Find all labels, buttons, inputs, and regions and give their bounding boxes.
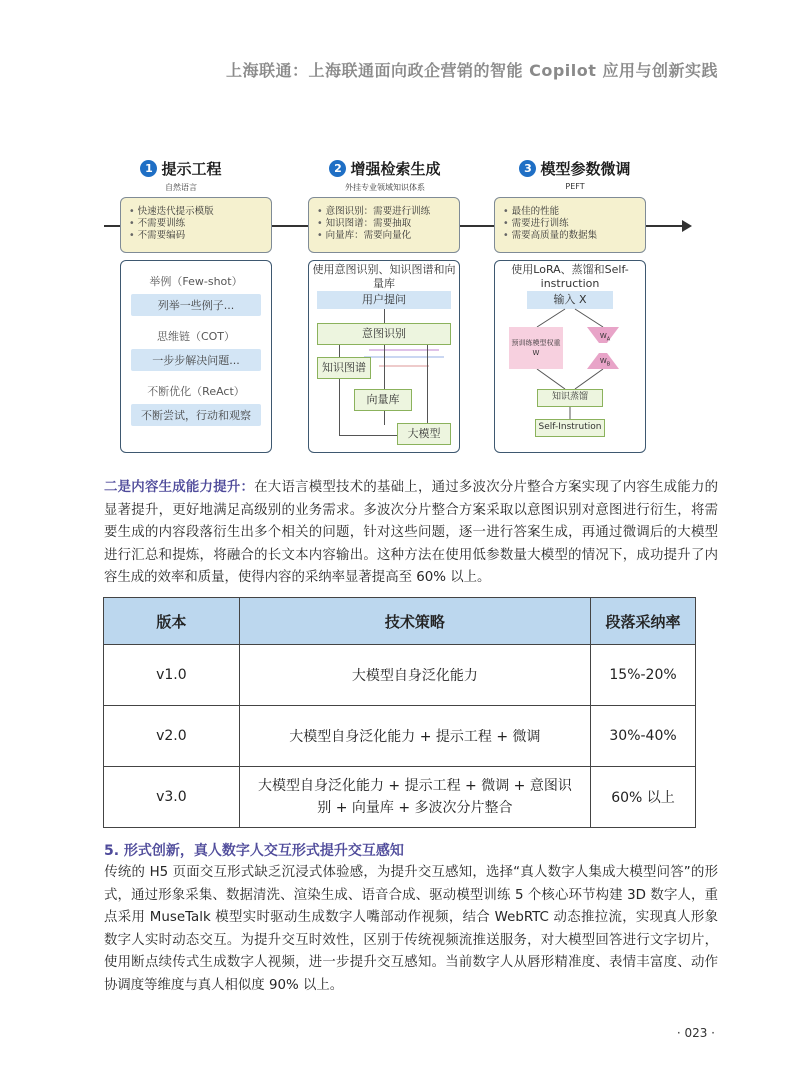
self-instruction-node: Self-Instrution [535, 419, 605, 437]
stage-number-badge: 1 [140, 160, 157, 177]
flow-connector [427, 345, 428, 423]
paragraph-body: 在大语言模型技术的基础上，通过多波次分片整合方案实现了内容生成能力的显著提升，更好地满足高级别的业务需求。多波次分片整合方案采取以意图识别对意图进行衍生，将需要生成的内容段落衍生出多个相关的问题，针对这些问题，逐一进行答案生成，再通过微调后的大模型进行汇总和提炼，将融合的长文本内容输出。这种方法在使用低参数量大模型的情况下，成功提升了内容生成的效率和质量，使得内容的采纳率显著提高至 60% 以上。 [104, 480, 719, 585]
table-row [104, 645, 696, 706]
adoption-rate-cell: 60% 以上 [591, 767, 696, 828]
paragraph-content-generation [104, 477, 718, 590]
prompt-examples-panel [120, 260, 272, 453]
stage-subtitle: 外挂专业领域知识体系 [345, 183, 425, 192]
table-row [104, 767, 696, 828]
feature-item: • 最佳的性能 [503, 206, 645, 218]
feature-item: • 意图识别：需要进行训练 [317, 206, 459, 218]
stage-number-badge: 2 [329, 160, 346, 177]
lora-b-subscript: B [606, 361, 611, 368]
column-header: 技术策略 [239, 598, 590, 645]
intent-node: 意图识别 [317, 323, 451, 345]
strategy-cell: 大模型自身泛化能力 + 提示工程 + 微调 + 意图识别 + 向量库 + 多波次分片整合 [239, 767, 590, 828]
stage-title: 提示工程 [161, 160, 222, 178]
stage-3-heading [480, 158, 670, 191]
strategy-cell: 大模型自身泛化能力 [239, 645, 590, 706]
decorative-stroke [379, 365, 429, 367]
lora-a-subscript: A [606, 336, 611, 343]
distill-node: 知识蒸馏 [537, 389, 603, 407]
stage-2-features [308, 197, 460, 253]
vector-db-node: 向量库 [354, 389, 412, 411]
stage-number-badge: 3 [519, 160, 536, 177]
stage-2-heading [290, 158, 480, 193]
adoption-rate-cell: 15%-20% [591, 645, 696, 706]
stage-subtitle: 自然语言 [165, 183, 197, 192]
feature-item: • 向量库：需要向量化 [317, 230, 459, 242]
stage-1-heading [86, 158, 276, 193]
paragraph-lead: 二是内容生成能力提升： [104, 480, 255, 495]
example-label: 举例（Few-shot） [149, 275, 243, 288]
feature-item: • 知识图谱：需要抽取 [317, 218, 459, 230]
user-query-node: 用户提问 [317, 291, 451, 309]
flow-connector [384, 345, 385, 389]
version-cell: v2.0 [104, 706, 240, 767]
feature-item: • 不需要训练 [129, 218, 271, 230]
example-pill: 一步步解决问题... [131, 349, 261, 371]
flow-connector [339, 435, 397, 436]
example-pill: 列举一些例子... [131, 294, 261, 316]
column-header: 段落采纳率 [591, 598, 696, 645]
feature-item: • 不需要编码 [129, 230, 271, 242]
table-header-row [104, 598, 696, 645]
arrow-right-icon [682, 220, 692, 232]
flow-connector [384, 411, 385, 425]
paragraph-body: 传统的 H5 页面交互形式缺乏沉浸式体验感，为提升交互感知，选择“真人数字人集成大模型问答”的形式，通过形象采集、数据清洗、渲染生成、语音合成、驱动模型训练 5 个核心环节构建 3D 数字人，重点采用 MuseTalk 模型实时驱动生成数字人嘴部动作视频，结合 WebRTC 动态推拉流，实现真人形象数字人实时动态交互。为提升交互时效性，区别于传统视频流推送服务，对大模型回答进行文字切片，使用断点续传式生成数字人视频，进一步提升交互感知。当前数字人从唇形精准度、表情丰富度、动作协调度等维度与真人相似度 90% 以上。 [104, 865, 718, 993]
panel-title: 使用意图识别、知识图谱和向量库 [312, 263, 456, 290]
page-header-title: 上海联通：上海联通面向政企营销的智能 Copilot 应用与创新实践 [226, 61, 718, 80]
pretrained-weights-node: 预训练模型权重 W [509, 327, 563, 369]
stage-title: 模型参数微调 [540, 160, 631, 178]
strategy-cell: 大模型自身泛化能力 + 提示工程 + 微调 [239, 706, 590, 767]
flow-connector [339, 345, 340, 357]
example-pill: 不断尝试，行动和观察 [131, 404, 261, 426]
version-cell: v1.0 [104, 645, 240, 706]
kg-node: 知识图谱 [317, 357, 371, 379]
lora-a-label [599, 331, 611, 341]
page-number: · 023 · [676, 1026, 715, 1040]
stage-1-features [120, 197, 272, 253]
llm-technique-diagram [100, 150, 700, 460]
rag-flow-panel [308, 260, 460, 453]
feature-item: • 需要高质量的数据集 [503, 230, 645, 242]
panel-title: 使用LoRA、蒸馏和Self-instruction [511, 263, 629, 290]
llm-node: 大模型 [397, 423, 451, 445]
lora-b-label [599, 356, 611, 366]
column-header: 版本 [104, 598, 240, 645]
peft-flow-panel [494, 260, 646, 453]
stage-3-features [494, 197, 646, 253]
input-node: 输入 X [527, 291, 613, 309]
lora-a-text: W [599, 332, 607, 340]
flow-connector [339, 379, 340, 435]
flow-connector [384, 309, 385, 323]
feature-item: • 需要进行训练 [503, 218, 645, 230]
stage-subtitle: PEFT [565, 182, 585, 191]
decorative-stroke [369, 349, 439, 351]
example-label: 不断优化（ReAct） [147, 385, 245, 398]
version-cell: v3.0 [104, 767, 240, 828]
paragraph-digital-human [104, 862, 718, 997]
adoption-rate-cell: 30%-40% [591, 706, 696, 767]
stage-title: 增强检索生成 [350, 160, 441, 178]
strategy-table [103, 597, 696, 828]
lora-b-text: W [599, 357, 607, 365]
table-row [104, 706, 696, 767]
feature-item: • 快速迭代提示模版 [129, 206, 271, 218]
section-title: 5. 形式创新，真人数字人交互形式提升交互感知 [104, 843, 404, 859]
example-label: 思维链（COT） [156, 330, 236, 343]
decorative-stroke [364, 356, 444, 358]
